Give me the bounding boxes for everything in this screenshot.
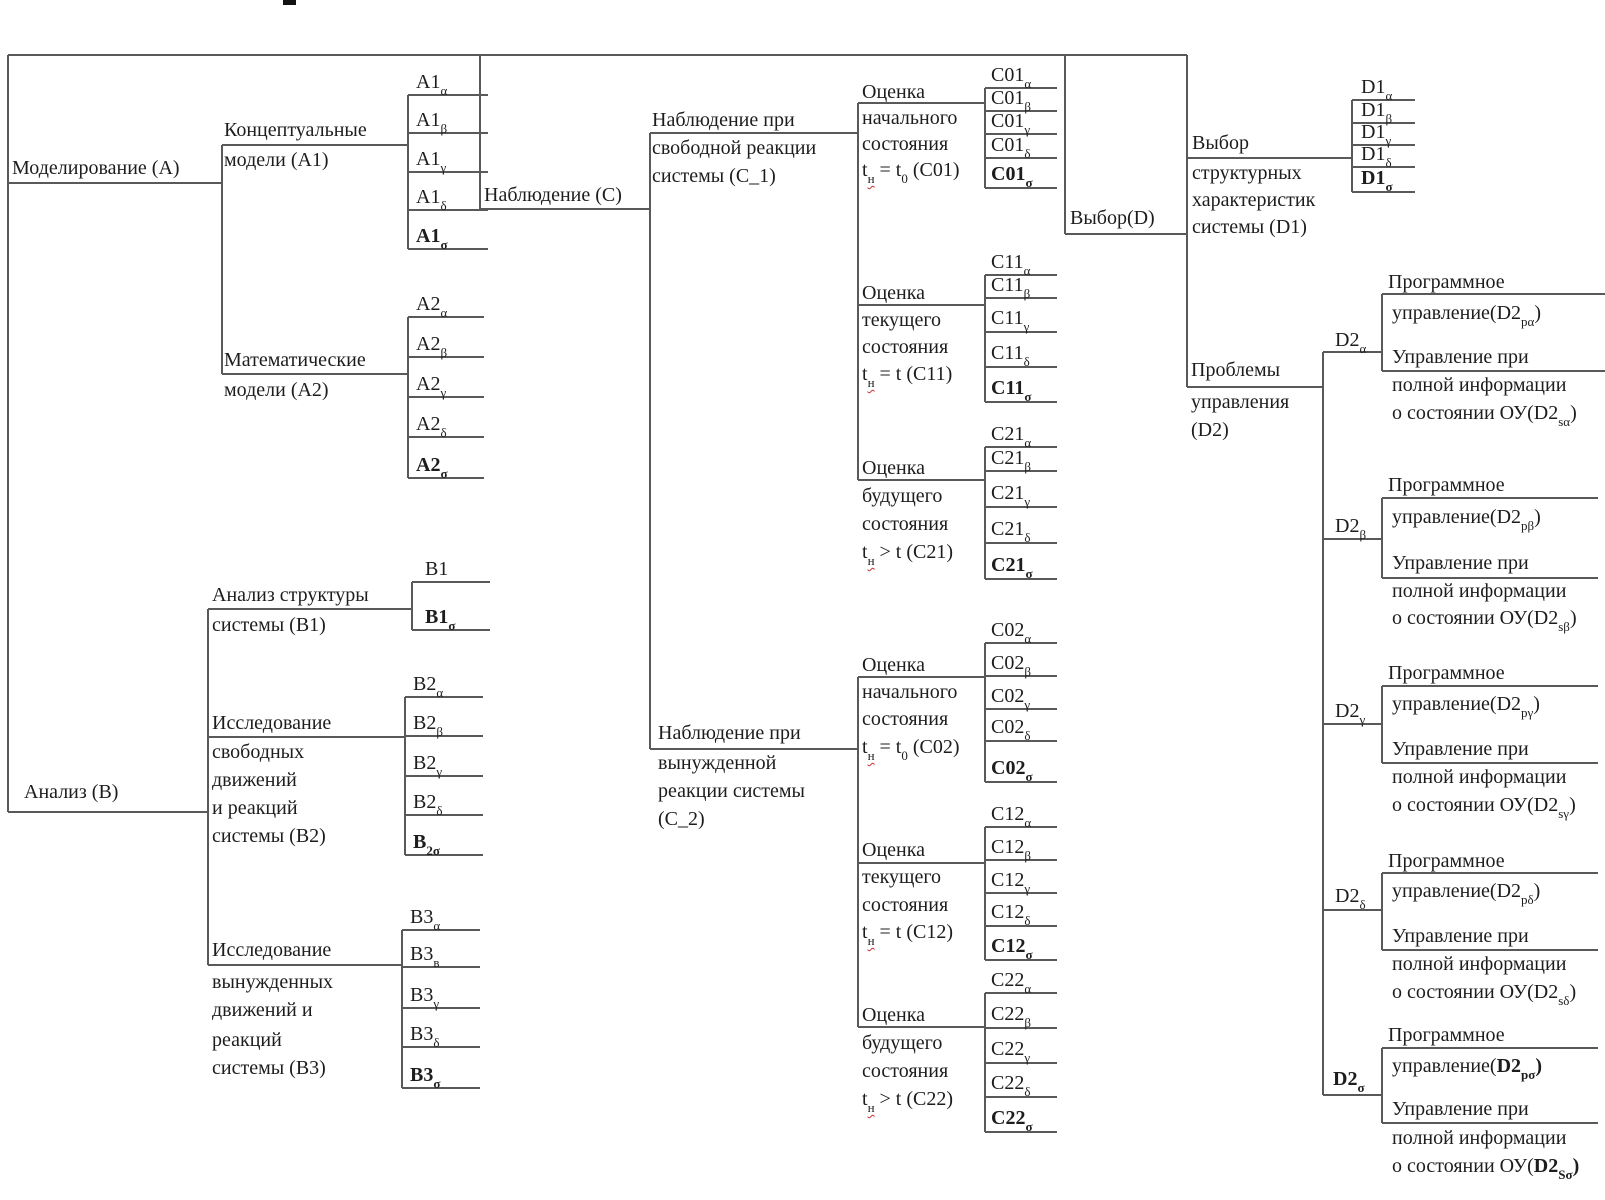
leaf-a2-delta: $A2_\delta$ — [416, 413, 447, 440]
leaf-c11-beta: $C11_\beta$ — [991, 274, 1031, 301]
leaf-a1-alpha: $A1_\alpha$ — [416, 71, 448, 98]
node-a2-line1: Математические — [224, 349, 366, 371]
leaf-c01-alpha: $C01_\alpha$ — [991, 64, 1032, 91]
node-analysis-b: Анализ (B) — [24, 781, 119, 803]
node-b2-line3: движений — [212, 769, 297, 791]
node-d2s-prog-line2: $управление(D2_{p\sigma})$ — [1392, 1055, 1542, 1082]
node-b2-line1: Исследование — [212, 712, 332, 734]
node-c21-line3: состояния — [862, 513, 949, 535]
node-c21-line1: Оценка — [862, 457, 926, 479]
leaf-c21-sigma: $C21_\sigma$ — [991, 554, 1033, 581]
leaf-c21-gamma: $C21_\gamma$ — [991, 482, 1031, 509]
node-d2-line3: (D2) — [1191, 419, 1229, 441]
branch-d2-delta: $D2_\delta$ — [1335, 885, 1366, 912]
node-d2g-ctrl-line3: о состоянии $ОУ(D2_{s\gamma})$ — [1392, 794, 1576, 821]
node-b3-line5: системы (В3) — [212, 1057, 326, 1079]
node-c12-line3: состояния — [862, 894, 949, 916]
node-c1-line1: Наблюдение при — [652, 109, 795, 131]
leaf-a1-gamma: $A1_\gamma$ — [416, 148, 447, 175]
leaf-a2-beta: $A2_\beta$ — [416, 333, 448, 360]
leaf-c11-delta: $C11_\delta$ — [991, 342, 1030, 369]
leaf-a1-beta: $A1_\beta$ — [416, 109, 448, 136]
node-choice-d: Выбор(D) — [1070, 207, 1155, 229]
leaf-c21-beta: $C21_\beta$ — [991, 447, 1031, 474]
leaf-b2-alpha: $B2_\alpha$ — [413, 673, 444, 700]
node-c12-line2: текущего — [862, 866, 942, 888]
leaf-c22-sigma: $C22_\sigma$ — [991, 1107, 1033, 1134]
node-c01-line2: начального — [862, 107, 958, 129]
node-d2a-prog-line1: Программное — [1388, 271, 1505, 293]
node-d2b-ctrl-line2: полной информации — [1392, 580, 1567, 602]
node-c02-formula: $t_н = t_0$ (C02) — [862, 736, 960, 763]
node-c01-line3: состояния — [862, 133, 949, 155]
node-c11-line1: Оценка — [862, 282, 926, 304]
leaf-c11-alpha: $C11_\alpha$ — [991, 251, 1031, 278]
node-c11-line3: состояния — [862, 336, 949, 358]
leaf-c11-sigma: $C11_\sigma$ — [991, 377, 1032, 404]
leaf-c01-delta: $C01_\delta$ — [991, 134, 1031, 161]
node-b3-line2: вынужденных — [212, 971, 334, 993]
leaf-c12-sigma: $C12_\sigma$ — [991, 935, 1033, 962]
leaf-c02-delta: $C02_\delta$ — [991, 716, 1031, 743]
node-d2g-ctrl-line2: полной информации — [1392, 766, 1567, 788]
node-b2-line5: системы (B2) — [212, 825, 326, 847]
node-b2-line2: свободных — [212, 741, 305, 763]
node-b1-line2: системы (B1) — [212, 614, 326, 636]
leaf-c01-gamma: $C01_\gamma$ — [991, 110, 1031, 137]
node-a1-line2: модели (A1) — [224, 149, 329, 171]
leaf-b3-delta: $B3_\delta$ — [410, 1023, 440, 1050]
leaf-c01-beta: $C01_\beta$ — [991, 87, 1031, 114]
node-c02-line2: начального — [862, 681, 958, 703]
cropped-title-fragment — [283, 0, 296, 5]
leaf-c22-alpha: $C22_\alpha$ — [991, 969, 1032, 996]
branch-d2-beta: $D2_\beta$ — [1335, 515, 1367, 542]
leaf-b1: B1 — [425, 558, 449, 580]
node-d1-line1: Выбор — [1192, 132, 1249, 154]
branch-d2-alpha: $D2_\alpha$ — [1335, 329, 1367, 356]
node-d1-line2: структурных — [1192, 162, 1302, 184]
node-c22-line3: состояния — [862, 1060, 949, 1082]
leaf-d1-sigma: $D1_\sigma$ — [1361, 167, 1393, 194]
leaf-c02-gamma: $C02_\gamma$ — [991, 685, 1031, 712]
node-d2a-ctrl-line3: о состоянии $ОУ(D2_{s\alpha})$ — [1392, 402, 1577, 429]
branch-d2-sigma: $D2_\sigma$ — [1333, 1068, 1365, 1095]
node-a2-line2: модели (A2) — [224, 379, 329, 401]
node-b1-line1: Анализ структуры — [212, 584, 369, 606]
leaf-a2-gamma: $A2_\gamma$ — [416, 373, 447, 400]
node-d2b-ctrl-line1: Управление при — [1392, 552, 1529, 574]
node-d2g-prog-line2: $управление(D2_{p\gamma})$ — [1392, 693, 1540, 720]
node-c2-line3: реакции системы — [658, 780, 805, 802]
leaf-d1-gamma: $D1_\gamma$ — [1361, 121, 1392, 148]
node-c1-line3: системы (С_1) — [652, 165, 776, 187]
node-d2g-ctrl-line1: Управление при — [1392, 738, 1529, 760]
node-d2a-prog-line2: $управление(D2_{p\alpha})$ — [1392, 302, 1541, 329]
node-c22-line2: будущего — [862, 1032, 943, 1054]
node-b3-line1: Исследование — [212, 939, 332, 961]
node-c02-line3: состояния — [862, 708, 949, 730]
leaf-c02-alpha: $C02_\alpha$ — [991, 619, 1032, 646]
node-d2s-ctrl-line3: о состоянии $ОУ(D2_{S\sigma})$ — [1392, 1155, 1580, 1182]
leaf-c02-sigma: $C02_\sigma$ — [991, 757, 1033, 784]
leaf-a1-sigma: $A1_\sigma$ — [416, 225, 448, 252]
node-d2d-prog-line1: Программное — [1388, 850, 1505, 872]
leaf-c12-delta: $C12_\delta$ — [991, 901, 1031, 928]
leaf-b2-sigma: $B_{2\sigma}$ — [413, 831, 440, 858]
node-modeling-a: Моделирование (A) — [12, 157, 180, 179]
leaf-d1-alpha: $D1_\alpha$ — [1361, 76, 1393, 103]
node-d2d-ctrl-line1: Управление при — [1392, 925, 1529, 947]
node-b3-line4: реакций — [212, 1029, 282, 1051]
node-c12-line1: Оценка — [862, 839, 926, 861]
leaf-c21-delta: $C21_\delta$ — [991, 518, 1031, 545]
node-c22-line1: Оценка — [862, 1004, 926, 1026]
node-d1-line4: системы (D1) — [1192, 216, 1307, 238]
node-d2d-ctrl-line3: о состоянии $ОУ(D2_{s\delta})$ — [1392, 981, 1577, 1008]
leaf-c11-gamma: $C11_\gamma$ — [991, 307, 1030, 334]
node-d2s-ctrl-line1: Управление при — [1392, 1098, 1529, 1120]
node-c01-formula: $t_н = t_0$ (C01) — [862, 159, 960, 186]
node-d2b-prog-line1: Программное — [1388, 474, 1505, 496]
node-c11-formula: $t_н = t$ (C11) — [862, 363, 953, 390]
node-b3-line3: движений и — [212, 999, 313, 1021]
leaf-b3-sigma: $B3_\sigma$ — [410, 1064, 441, 1091]
node-d2s-prog-line1: Программное — [1388, 1024, 1505, 1046]
node-d2-line1: Проблемы — [1191, 359, 1281, 381]
leaf-c12-gamma: $C12_\gamma$ — [991, 869, 1031, 896]
leaf-b1-sigma: $B1_\sigma$ — [425, 606, 456, 633]
leaf-b2-beta: $B2_\beta$ — [413, 712, 443, 739]
node-d1-line3: характеристик — [1192, 189, 1316, 211]
node-b2-line4: и реакций — [212, 797, 298, 819]
node-d2b-ctrl-line3: о состоянии $ОУ(D2_{s\beta})$ — [1392, 607, 1577, 634]
node-observation-c: Наблюдение (C) — [484, 184, 622, 206]
node-c2-line4: (С_2) — [658, 808, 705, 830]
node-a1-line1: Концептуальные — [224, 119, 367, 141]
node-c02-line1: Оценка — [862, 654, 926, 676]
node-c21-formula: $t_н > t$ (C21) — [862, 541, 954, 568]
leaf-c02-beta: $C02_\beta$ — [991, 652, 1031, 679]
leaf-c22-beta: $C22_\beta$ — [991, 1003, 1031, 1030]
node-d2s-ctrl-line2: полной информации — [1392, 1127, 1567, 1149]
node-c01-line1: Оценка — [862, 81, 926, 103]
node-d2b-prog-line2: $управление(D2_{p\beta})$ — [1392, 506, 1541, 533]
node-c2-line1: Наблюдение при — [658, 722, 801, 744]
node-d2a-ctrl-line2: полной информации — [1392, 374, 1567, 396]
node-c2-line2: вынужденной — [658, 752, 777, 774]
leaf-a1-delta: $A1_\delta$ — [416, 186, 447, 213]
node-c22-formula: $t_н > t$ (C22) — [862, 1088, 954, 1115]
node-c11-line2: текущего — [862, 309, 942, 331]
node-d2a-ctrl-line1: Управление при — [1392, 346, 1529, 368]
leaf-c01-sigma: $C01_\sigma$ — [991, 163, 1033, 190]
leaf-c21-alpha: $C21_\alpha$ — [991, 423, 1032, 450]
leaf-b3-beta: $B3_в$ — [410, 943, 440, 970]
node-d2g-prog-line1: Программное — [1388, 662, 1505, 684]
node-d2d-prog-line2: $управление(D2_{p\delta})$ — [1392, 880, 1541, 907]
leaf-a2-alpha: $A2_\alpha$ — [416, 293, 448, 320]
leaf-b2-delta: $B2_\delta$ — [413, 791, 443, 818]
node-c12-formula: $t_н = t$ (C12) — [862, 921, 954, 948]
leaf-d1-delta: $D1_\delta$ — [1361, 143, 1392, 170]
node-c1-line2: свободной реакции — [652, 137, 817, 159]
node-d2d-ctrl-line2: полной информации — [1392, 953, 1567, 975]
node-c21-line2: будущего — [862, 485, 943, 507]
leaf-c12-alpha: $C12_\alpha$ — [991, 803, 1032, 830]
leaf-b3-gamma: $B3_\gamma$ — [410, 984, 440, 1011]
leaf-c12-beta: $C12_\beta$ — [991, 836, 1031, 863]
branch-d2-gamma: $D2_\gamma$ — [1335, 700, 1366, 727]
node-d2-line2: управления — [1191, 391, 1290, 413]
leaf-c22-delta: $C22_\delta$ — [991, 1072, 1031, 1099]
leaf-b2-gamma: $B2_\gamma$ — [413, 752, 443, 779]
leaf-d1-beta: $D1_\beta$ — [1361, 99, 1393, 126]
leaf-b3-alpha: $B3_\alpha$ — [410, 906, 441, 933]
leaf-a2-sigma: $A2_\sigma$ — [416, 454, 448, 481]
leaf-c22-gamma: $C22_\gamma$ — [991, 1038, 1031, 1065]
